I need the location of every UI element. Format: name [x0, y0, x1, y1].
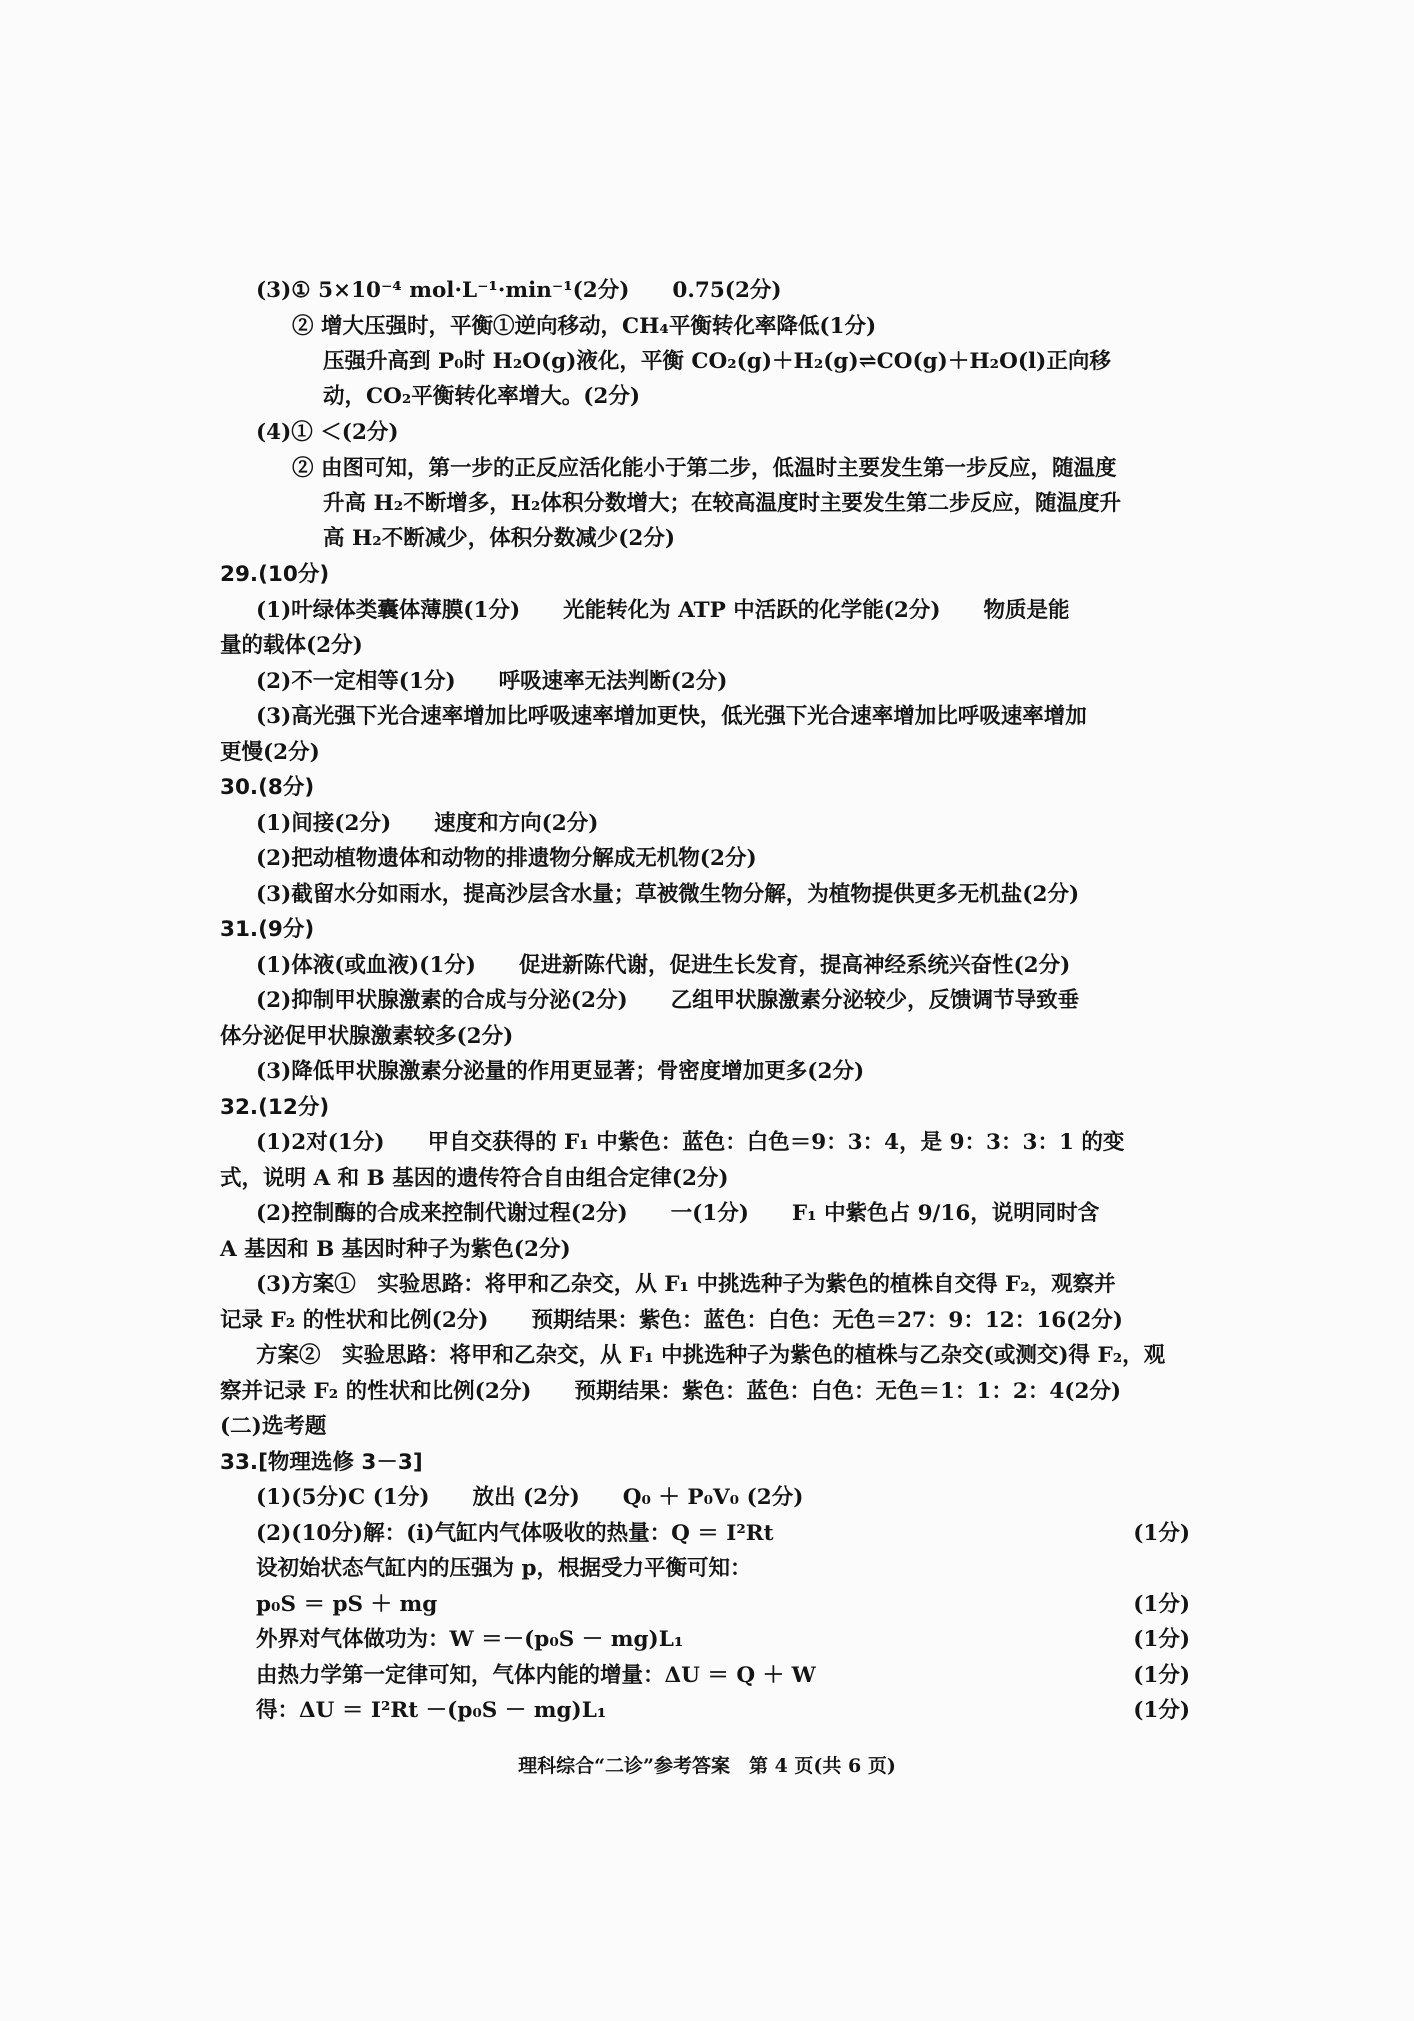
score-2: (1分) [1133, 1592, 1190, 1617]
q28-3-2: ② 增大压强时，平衡①逆向移动，CH₄平衡转化率降低(1分) [292, 314, 877, 339]
q32-heading: 32.(12分) [220, 1095, 330, 1120]
q29-1: (1)叶绿体类囊体薄膜(1分) 光能转化为 ATP 中活跃的化学能(2分) 物质是能 [256, 598, 1070, 623]
q33-2-first-law: 由热力学第一定律可知，气体内能的增量：ΔU ＝ Q ＋ W [256, 1663, 816, 1688]
q29-heading: 29.(10分) [220, 562, 330, 587]
q30-3: (3)截留水分如雨水，提高沙层含水量；草被微生物分解，为植物提供更多无机盐(2分) [256, 882, 1080, 907]
q31-3: (3)降低甲状腺激素分泌量的作用更显著；骨密度增加更多(2分) [256, 1059, 865, 1084]
q31-1: (1)体液(或血液)(1分) 促进新陈代谢，促进生长发育，提高神经系统兴奋性(2分) [256, 953, 1071, 978]
q28-3-2-cont1: 压强升高到 P₀时 H₂O(g)液化，平衡 CO₂(g)＋H₂(g)⇌CO(g)＋H₂O(l)正向移 [323, 349, 1111, 374]
page-footer: 理科综合“二诊”参考答案 第 4 页(共 6 页) [518, 1755, 896, 1777]
q33-2-result: 得：ΔU ＝ I²Rt －(p₀S － mg)L₁ [256, 1698, 607, 1723]
score-3: (1分) [1133, 1627, 1190, 1652]
q31-2: (2)抑制甲状腺激素的合成与分泌(2分) 乙组甲状腺激素分泌较少，反馈调节导致垂 [256, 988, 1080, 1013]
q33-1: (1)(5分)C (1分) 放出 (2分) Q₀ ＋ P₀V₀ (2分) [256, 1485, 804, 1510]
q28-4-2-cont1: 升高 H₂不断增多，H₂体积分数增大；在较高温度时主要发生第二步反应，随温度升 [323, 491, 1121, 516]
q30-1: (1)间接(2分) 速度和方向(2分) [256, 811, 599, 836]
q28-3-2-cont2: 动，CO₂平衡转化率增大。(2分) [323, 384, 641, 409]
q28-3-1: (3)① 5×10⁻⁴ mol·L⁻¹·min⁻¹(2分) 0.75(2分) [256, 278, 782, 303]
q32-3-plan1-cont: 记录 F₂ 的性状和比例(2分) 预期结果：紫色：蓝色：白色：无色＝27：9：12：16(2分) [220, 1308, 1123, 1333]
q32-3-plan2-cont: 察并记录 F₂ 的性状和比例(2分) 预期结果：紫色：蓝色：白色：无色＝1：1：2：4(2分) [220, 1379, 1122, 1404]
q33-2-pressure: 设初始状态气缸内的压强为 p，根据受力平衡可知： [256, 1556, 752, 1581]
q32-3-plan1: (3)方案① 实验思路：将甲和乙杂交，从 F₁ 中挑选种子为紫色的植株自交得 F₂，观察并 [256, 1272, 1116, 1297]
elective-heading: (二)选考题 [220, 1414, 327, 1439]
q33-2-work: 外界对气体做功为：W ＝－(p₀S － mg)L₁ [256, 1627, 684, 1652]
q31-2-cont: 体分泌促甲状腺激素较多(2分) [220, 1024, 514, 1049]
q29-2: (2)不一定相等(1分) 呼吸速率无法判断(2分) [256, 669, 728, 694]
q29-3-cont: 更慢(2分) [220, 740, 320, 765]
q31-heading: 31.(9分) [220, 917, 315, 942]
q32-3-plan2: 方案② 实验思路：将甲和乙杂交，从 F₁ 中挑选种子为紫色的植株与乙杂交(或测交)得 F₂，观 [256, 1343, 1166, 1368]
q28-4-2-cont2: 高 H₂不断减少，体积分数减少(2分) [323, 526, 676, 551]
q32-1: (1)2对(1分) 甲自交获得的 F₁ 中紫色：蓝色：白色＝9：3：4，是 9：3：3：1 的变 [256, 1130, 1125, 1155]
q30-heading: 30.(8分) [220, 775, 315, 800]
score-5: (1分) [1133, 1698, 1190, 1723]
q32-1-cont: 式，说明 A 和 B 基因的遗传符合自由组合定律(2分) [220, 1166, 729, 1191]
q29-1-cont: 量的载体(2分) [220, 633, 363, 658]
q32-2: (2)控制酶的合成来控制代谢过程(2分) 一(1分) F₁ 中紫色占 9/16，说明同时含 [256, 1201, 1100, 1226]
q33-2-balance: p₀S ＝ pS ＋ mg [256, 1592, 438, 1617]
q28-4-1: (4)① ＜(2分) [256, 420, 399, 445]
q28-4-2: ② 由图可知，第一步的正反应活化能小于第二步，低温时主要发生第一步反应，随温度 [292, 456, 1117, 481]
q30-2: (2)把动植物遗体和动物的排遗物分解成无机物(2分) [256, 846, 757, 871]
score-1: (1分) [1133, 1521, 1190, 1546]
q33-2-i: (2)(10分)解：(i)气缸内气体吸收的热量：Q ＝ I²Rt [256, 1521, 774, 1546]
q29-3: (3)高光强下光合速率增加比呼吸速率增加更快，低光强下光合速率增加比呼吸速率增加 [256, 704, 1087, 729]
q33-heading: 33.[物理选修 3－3] [220, 1450, 423, 1475]
q32-2-cont: A 基因和 B 基因时种子为紫色(2分) [220, 1237, 571, 1262]
score-4: (1分) [1133, 1663, 1190, 1688]
